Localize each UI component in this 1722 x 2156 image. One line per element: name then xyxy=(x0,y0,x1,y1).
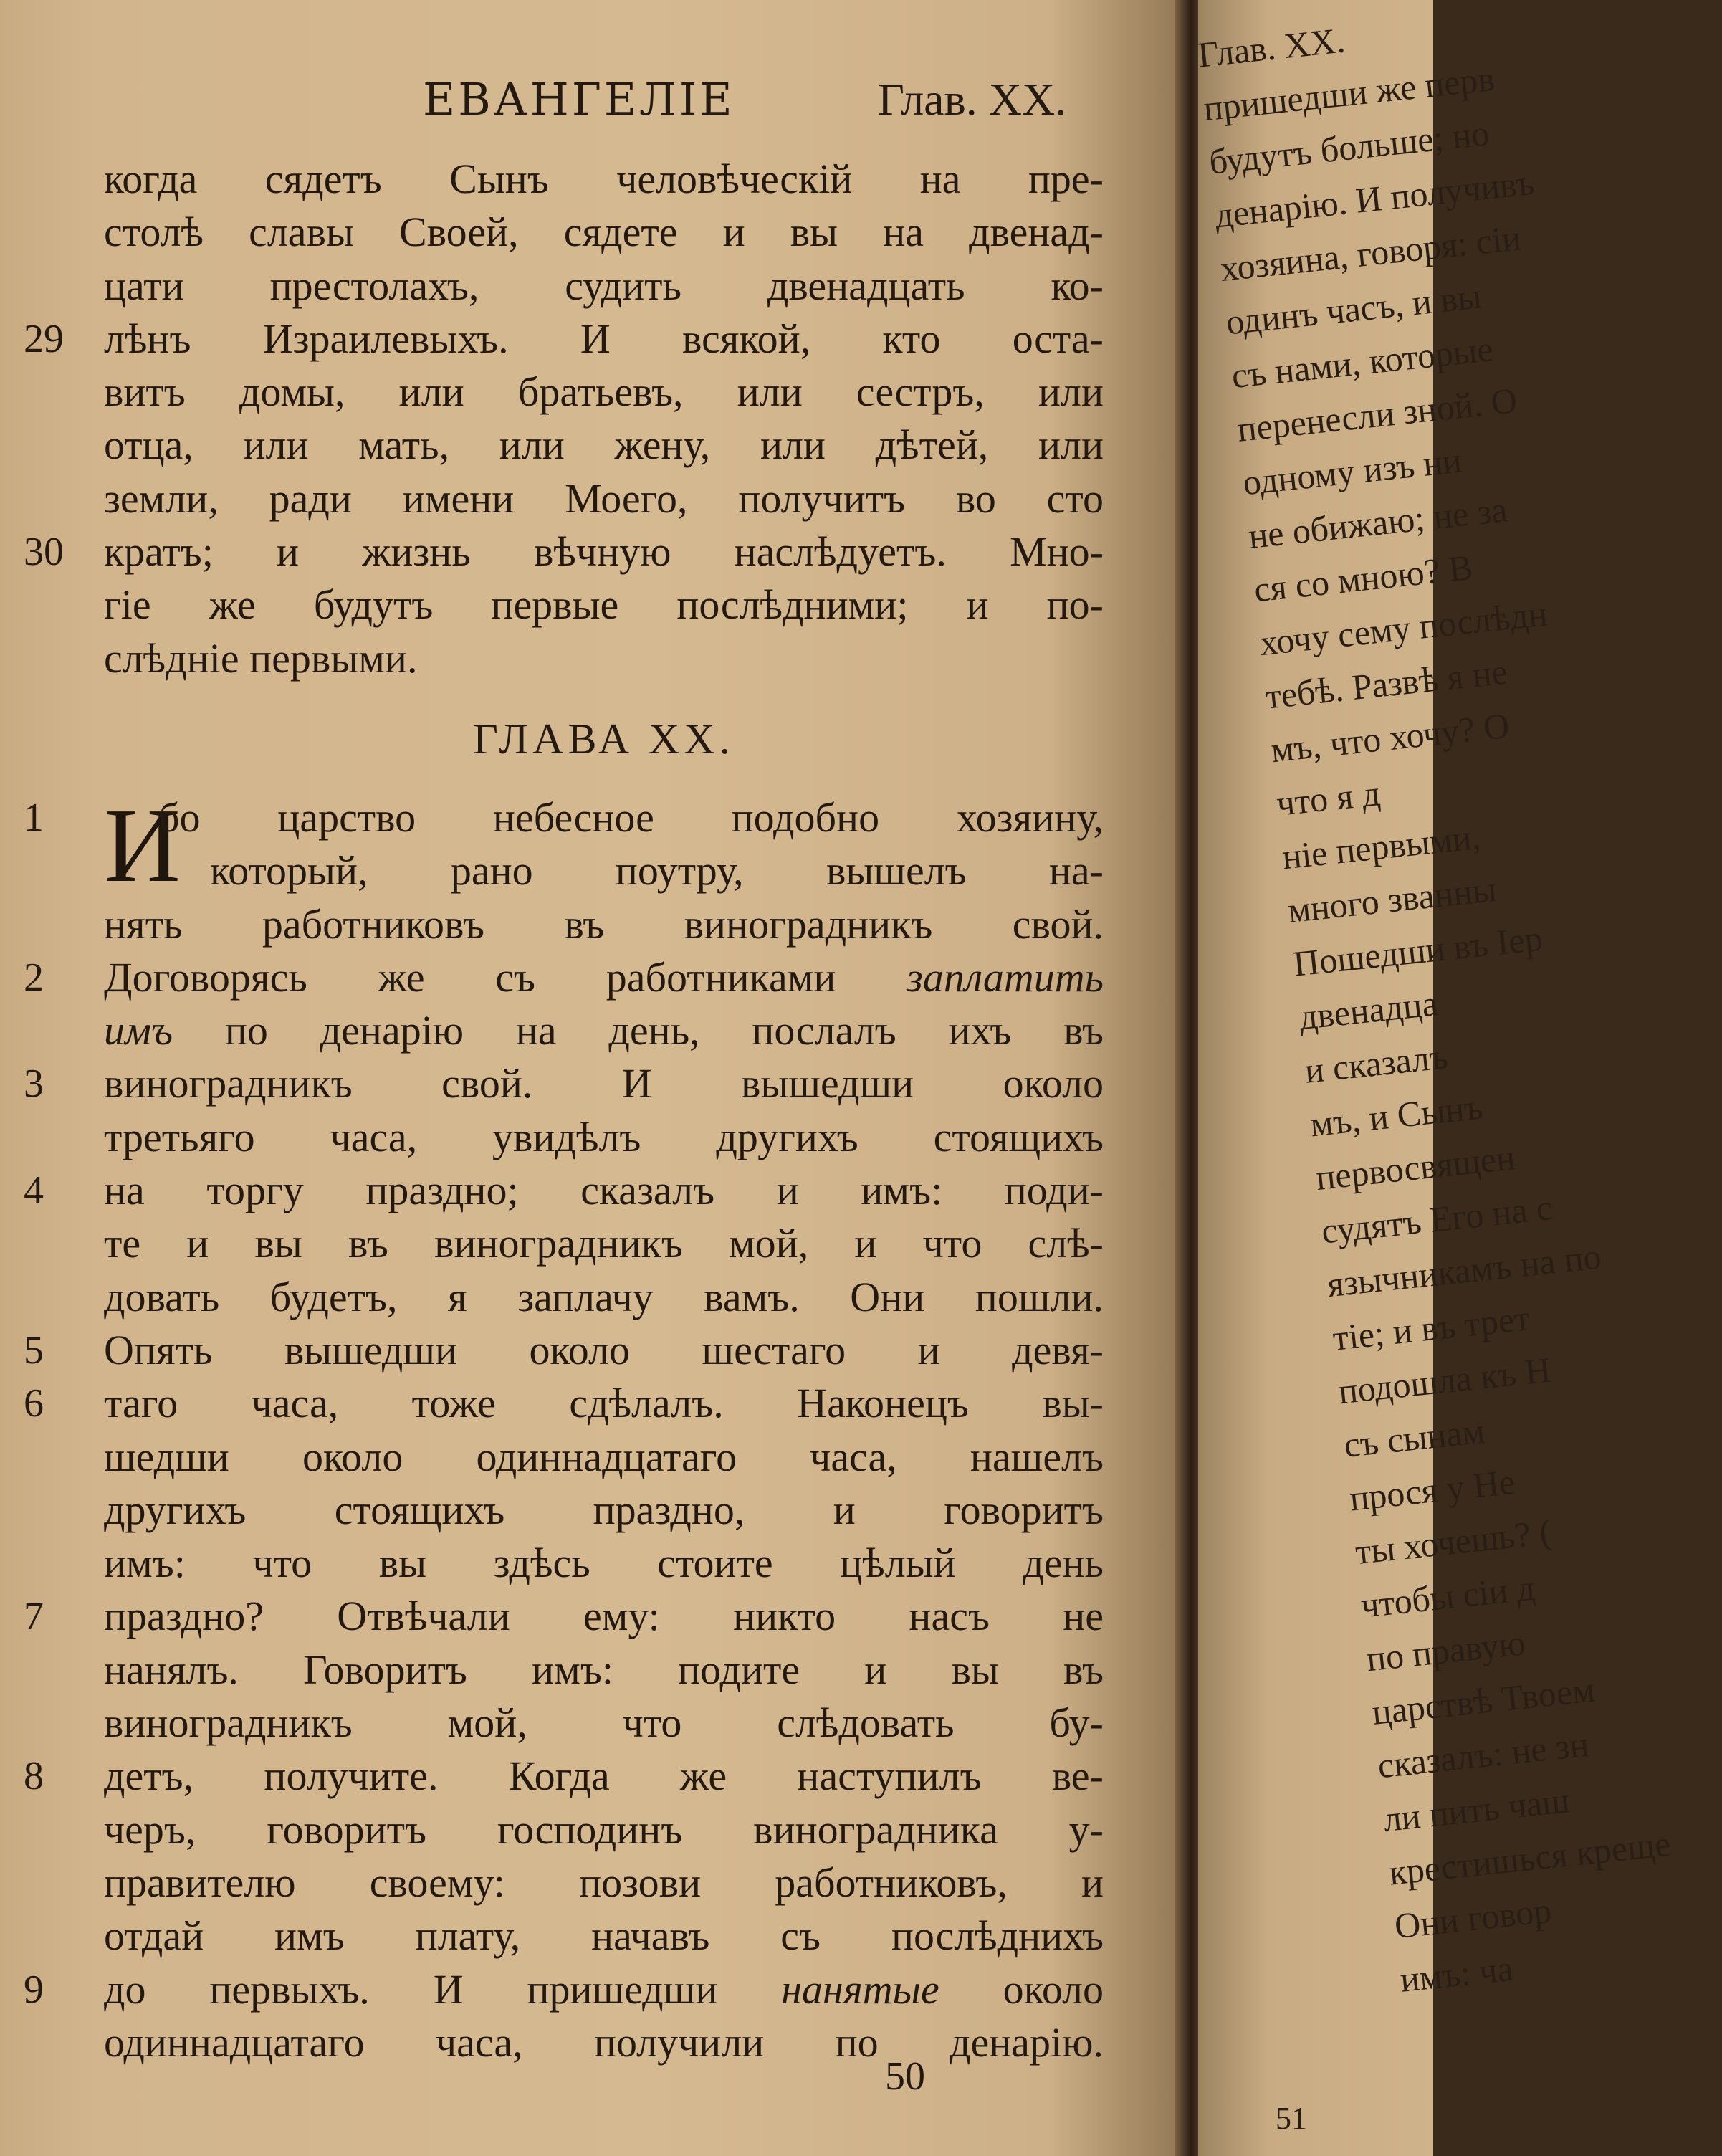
right-page-line: мъ, и Сынъ xyxy=(1308,1086,1485,1145)
line-text: те и вы въ виноградникъ мой, и что слѣ- xyxy=(104,1220,1104,1267)
text-line xyxy=(104,419,1104,472)
verse-number: 8 xyxy=(24,1754,44,1799)
right-page-line: крестишься креще xyxy=(1387,1823,1673,1893)
right-page-line: ся со мною? В xyxy=(1252,546,1475,610)
text-block xyxy=(24,153,1104,2069)
text-line xyxy=(104,1217,1104,1270)
right-page-number: 51 xyxy=(1276,2101,1307,2136)
right-page-line: много званны xyxy=(1286,868,1498,931)
line-text: около xyxy=(939,1965,1104,2013)
text-line xyxy=(104,1484,1104,1537)
text-line xyxy=(104,578,1104,631)
right-page-line: съ сынам xyxy=(1341,1410,1487,1465)
verse-number: 7 xyxy=(24,1594,44,1639)
right-page-line: сказалъ: не зн xyxy=(1375,1723,1591,1786)
text-line xyxy=(24,1324,1104,1377)
line-text: другихъ стоящихъ праздно, и говоритъ xyxy=(104,1486,1104,1533)
right-page-line: пришедши же перв xyxy=(1201,57,1497,129)
verse-number: 9 xyxy=(24,1967,44,2012)
text-line xyxy=(104,1537,1104,1590)
right-page-line: хочу сему послѣдн xyxy=(1258,593,1549,664)
right-page-line: по правую xyxy=(1364,1622,1528,1679)
verse-number: 6 xyxy=(24,1381,44,1426)
right-page-line: имъ: ча xyxy=(1398,1947,1516,2000)
line-text: отца, или мать, или жену, или дѣтей, или xyxy=(104,421,1104,469)
line-text: детъ, получите. Когда же наступилъ ве- xyxy=(104,1752,1104,1800)
line-text: лѣнъ Израилевыхъ. И всякой, кто оста- xyxy=(104,315,1104,362)
text-line xyxy=(104,1111,1104,1164)
page-number: 50 xyxy=(885,2054,925,2099)
text-line xyxy=(104,2016,1104,2069)
text-line xyxy=(104,898,1104,951)
right-page-line: мъ, что хочу? О xyxy=(1268,705,1511,771)
text-line xyxy=(104,1909,1104,1962)
text-line xyxy=(104,1697,1104,1750)
text-line xyxy=(104,632,1104,685)
line-text: одиннадцатаго часа, получили по денарію. xyxy=(104,2018,1104,2066)
line-text: Договорясь же съ работниками xyxy=(104,953,907,1001)
text-line xyxy=(104,1803,1104,1856)
running-head-title: ЕВАНГЕЛІЕ xyxy=(423,73,735,125)
verse-number: 2 xyxy=(24,955,44,1000)
right-page-line: язычникамъ на по xyxy=(1325,1236,1603,1305)
right-page-line: ли пить чаш xyxy=(1381,1780,1572,1840)
text-line xyxy=(104,1004,1104,1057)
text-line xyxy=(24,791,1104,844)
line-text: Опять вышедши около шестаго и девя- xyxy=(104,1326,1104,1373)
text-line xyxy=(104,1856,1104,1909)
text-line xyxy=(104,472,1104,525)
text-line xyxy=(104,844,1104,897)
line-text: имъ: что вы здѣсь стоите цѣлый день xyxy=(104,1540,1104,1587)
verse-number: 1 xyxy=(24,795,44,840)
right-page-line: одинъ часъ, и вы xyxy=(1224,275,1483,343)
line-text: третьяго часа, увидѣлъ другихъ стоящихъ xyxy=(104,1113,1104,1160)
line-text: когда сядетъ Сынъ человѣческій на пре- xyxy=(104,156,1104,202)
chapter-heading: ГЛАВА XX. xyxy=(473,715,735,763)
verse-number: 3 xyxy=(24,1062,44,1107)
right-page-line: первосвящен xyxy=(1314,1137,1517,1198)
line-text: столѣ славы Своей, сядете и вы на двенад- xyxy=(104,209,1104,256)
right-page-line: ніе первыми, xyxy=(1280,816,1483,877)
verse-number: 29 xyxy=(24,316,64,361)
verse-number: 30 xyxy=(24,530,64,575)
right-page-line: будутъ больше; но xyxy=(1207,113,1491,182)
right-page-line: перенесли зной. О xyxy=(1235,380,1519,449)
text-line xyxy=(24,313,1104,366)
line-text: нанялъ. Говоритъ имъ: подите и вы въ xyxy=(104,1646,1104,1693)
verse-number: 4 xyxy=(24,1168,44,1213)
text-line xyxy=(24,1164,1104,1217)
right-page-line: чтобы сіи д xyxy=(1359,1567,1537,1626)
italic-text: имъ xyxy=(104,1007,173,1054)
line-text: шедши около одиннадцатаго часа, нашелъ xyxy=(104,1433,1104,1480)
right-page-line: хозяина, говоря: сіи xyxy=(1218,217,1524,290)
right-page-line: денарію. И получивъ xyxy=(1212,161,1536,236)
right-page-line: что я д xyxy=(1274,773,1382,824)
right-page-line: прося у Не xyxy=(1347,1461,1517,1519)
line-text: черъ, говоритъ господинъ виноградника у- xyxy=(104,1806,1104,1853)
verse-1-block xyxy=(24,786,1104,905)
right-page-line: царствѣ Твоем xyxy=(1369,1669,1597,1732)
right-page-line: судятъ Его на с xyxy=(1319,1187,1554,1251)
text-line xyxy=(24,1057,1104,1110)
right-page-line: и сказалъ xyxy=(1302,1036,1450,1091)
text-line xyxy=(104,1271,1104,1324)
line-text: бо царство небесное подобно хозяину, xyxy=(158,793,1104,841)
line-text: цати престолахъ, судить двенадцать ко- xyxy=(104,262,1104,309)
line-text: гіе же будутъ первые послѣдними; и по- xyxy=(104,581,1104,629)
running-head-chapter: Глав. XX. xyxy=(878,74,1067,125)
right-page-line: двенадца xyxy=(1297,983,1440,1038)
text-line xyxy=(24,951,1104,1004)
text-line xyxy=(104,1644,1104,1697)
text-line xyxy=(24,1750,1104,1803)
text-line xyxy=(104,153,1104,206)
line-text: таго часа, тоже сдѣлалъ. Наконецъ вы- xyxy=(104,1380,1104,1427)
text-line xyxy=(24,525,1104,578)
right-page-line: тебѣ. Развѣ я не xyxy=(1263,651,1510,717)
italic-text: нанятые xyxy=(781,1965,939,2013)
line-text: до первыхъ. И пришедши xyxy=(104,1965,782,2013)
right-page-line: не обижаю; не за xyxy=(1246,489,1509,556)
line-text: правителю своему: позови работниковъ, и xyxy=(104,1859,1104,1906)
line-text: на торгу праздно; сказалъ и имъ: поди- xyxy=(104,1167,1104,1214)
line-text: который, рано поутру, вышелъ на- xyxy=(210,847,1104,895)
running-head xyxy=(0,66,1190,130)
text-line xyxy=(24,1590,1104,1643)
verse-number: 5 xyxy=(24,1327,44,1373)
right-page-line: съ нами, которые xyxy=(1229,328,1495,396)
text-line xyxy=(104,259,1104,313)
text-line xyxy=(24,1963,1104,2016)
line-text: земли, ради имени Моего, получитъ во сто xyxy=(104,474,1104,522)
line-text: слѣдніе первыми. xyxy=(104,634,418,682)
line-text: кратъ; и жизнь вѣчную наслѣдуетъ. Мно- xyxy=(104,528,1104,576)
line-text: виноградникъ мой, что слѣдовать бу- xyxy=(104,1699,1104,1747)
italic-text: заплатить xyxy=(907,953,1104,1001)
right-page-line: одному изъ ни xyxy=(1240,439,1464,503)
line-text: праздно? Отвѣчали ему: никто насъ не xyxy=(104,1593,1104,1640)
right-page-line: ты хочешь? ( xyxy=(1353,1511,1554,1573)
line-text: отдай имъ плату, начавъ съ послѣднихъ xyxy=(104,1912,1104,1960)
line-text: нять работниковъ въ виноградникъ свой. xyxy=(104,900,1104,948)
right-page-line: Они говор xyxy=(1392,1889,1554,1947)
drop-cap: И xyxy=(104,786,181,905)
right-page-line: Пошедши въ Іер xyxy=(1291,917,1545,984)
line-text: по денарію на день, послалъ ихъ въ xyxy=(173,1007,1104,1054)
right-page-line: тіе; и въ трет xyxy=(1331,1297,1532,1358)
line-text: виноградникъ свой. И вышедши около xyxy=(104,1060,1104,1107)
right-page-line: Глав. XX. xyxy=(1195,19,1347,75)
text-line xyxy=(104,366,1104,419)
line-text: довать будетъ, я заплачу вамъ. Они пошли. xyxy=(104,1273,1104,1320)
text-line xyxy=(104,206,1104,259)
line-text: витъ домы, или братьевъ, или сестръ, или xyxy=(104,368,1104,416)
right-page-line: подошла къ Н xyxy=(1336,1349,1553,1412)
text-line xyxy=(104,1431,1104,1484)
text-line xyxy=(24,1377,1104,1430)
